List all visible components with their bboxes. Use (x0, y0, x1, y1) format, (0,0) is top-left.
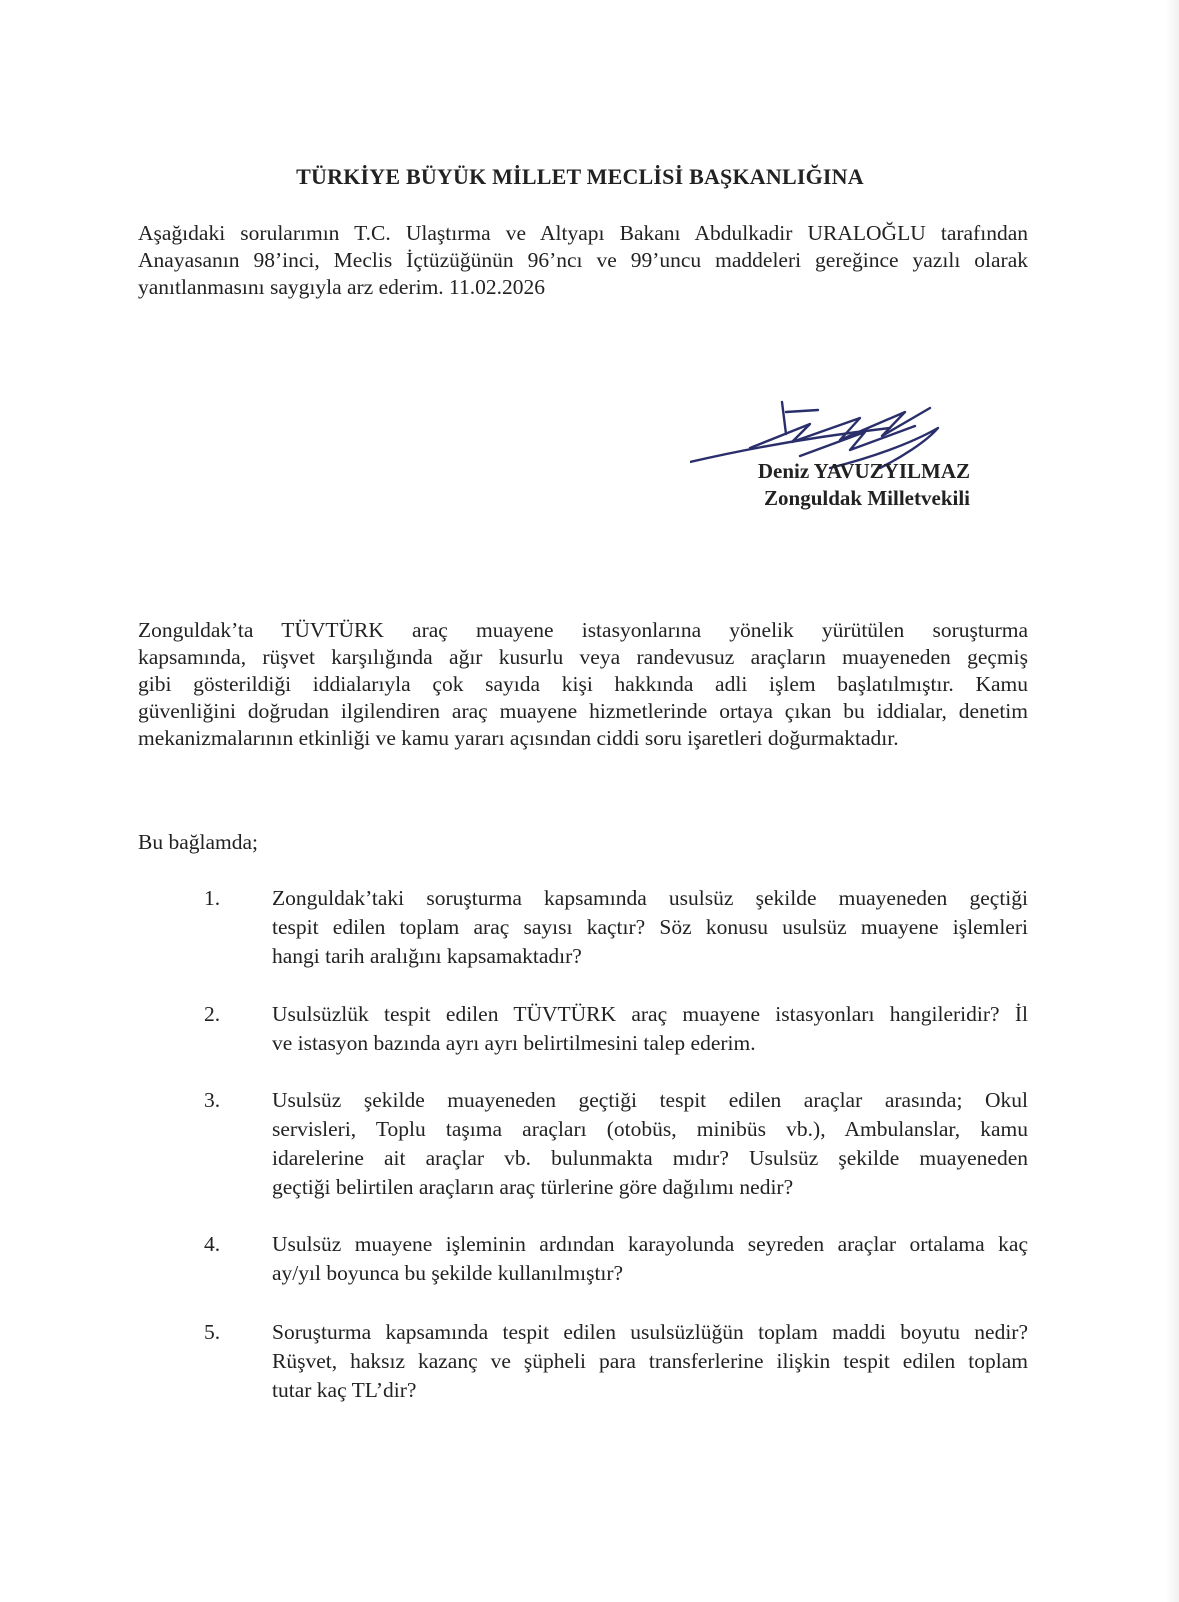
question-text (272, 884, 1028, 971)
question-text (272, 1000, 1028, 1058)
body-paragraph (138, 617, 1028, 752)
question-line: idarelerine ait araçlar vb. bulunmakta mıdır? Usulsüz şekilde muayeneden (272, 1146, 1028, 1170)
question-line: Usulsüzlük tespit edilen TÜVTÜRK araç muayene istasyonları hangileridir? İl (272, 1002, 1028, 1026)
question-number: 1. (204, 886, 221, 910)
question-number: 5. (204, 1320, 221, 1344)
question-line: ve istasyon bazında ayrı ayrı belirtilmesini talep ederim. (272, 1031, 756, 1055)
intro-line: Aşağıdaki sorularımın T.C. Ulaştırma ve Altyapı Bakanı Abdulkadir URALOĞLU tarafından (138, 221, 1028, 245)
intro-paragraph (138, 220, 1028, 301)
question-line: tutar kaç TL’dir? (272, 1378, 417, 1402)
question-line: ay/yıl boyunca bu şekilde kullanılmıştır? (272, 1261, 624, 1285)
question-line: Rüşvet, haksız kazanç ve şüpheli para transferlerine ilişkin tespit edilen toplam (272, 1349, 1028, 1373)
signatory-name: Deniz YAVUZYILMAZ (757, 459, 970, 483)
context-label: Bu bağlamda; (138, 830, 259, 854)
question-line: Soruşturma kapsamında tespit edilen usulsüzlüğün toplam maddi boyutu nedir? (272, 1320, 1028, 1344)
question-line: Zonguldak’taki soruşturma kapsamında usulsüz şekilde muayeneden geçtiği (272, 886, 1028, 910)
question-line: tespit edilen toplam araç sayısı kaçtır? Söz konusu usulsüz muayene işlemleri (272, 915, 1028, 939)
body-line: gibi gösterildiği iddialarıyla çok sayıda kişi hakkında adli işlem başlatılmıştır. Kamu (138, 672, 1028, 696)
question-line: geçtiği belirtilen araçların araç türlerine göre dağılımı nedir? (272, 1175, 794, 1199)
signature-block (40, 458, 970, 512)
body-line: Zonguldak’ta TÜVTÜRK araç muayene istasyonlarına yönelik yürütülen soruşturma (138, 618, 1028, 642)
body-line: mekanizmalarının etkinliği ve kamu yararı açısından ciddi soru işaretleri doğurmaktadır. (138, 726, 899, 750)
intro-line: yanıtlanmasını saygıyla arz ederim. 11.02.2026 (138, 275, 545, 299)
intro-line: Anayasanın 98’inci, Meclis İçtüzüğünün 96’ncı ve 99’uncu maddeleri gereğince yazılı olarak (138, 248, 1028, 272)
question-number: 4. (204, 1232, 221, 1256)
question-number: 3. (204, 1088, 221, 1112)
body-line: güvenliğini doğrudan ilgilendiren araç muayene hizmetlerinde ortaya çıkan bu iddialar, denetim (138, 699, 1028, 723)
question-line: Usulsüz şekilde muayeneden geçtiği tespit edilen araçlar arasında; Okul (272, 1088, 1028, 1112)
question-text (272, 1318, 1028, 1405)
question-line: hangi tarih aralığını kapsamaktadır? (272, 944, 582, 968)
question-line: Usulsüz muayene işleminin ardından karayolunda seyreden araçlar ortalama kaç (272, 1232, 1028, 1256)
signatory-position: Zonguldak Milletvekili (764, 486, 970, 510)
document-title: TÜRKİYE BÜYÜK MİLLET MECLİSİ BAŞKANLIĞINA (296, 164, 864, 189)
page-edge-shadow (1165, 0, 1179, 1602)
body-line: kapsamında, rüşvet karşılığında ağır kusurlu veya randevusuz araçların muayeneden geçmiş (138, 645, 1028, 669)
question-number: 2. (204, 1002, 221, 1026)
question-text (272, 1086, 1028, 1202)
question-line: servisleri, Toplu taşıma araçları (otobüs, minibüs vb.), Ambulanslar, kamu (272, 1117, 1028, 1141)
question-text (272, 1230, 1028, 1288)
